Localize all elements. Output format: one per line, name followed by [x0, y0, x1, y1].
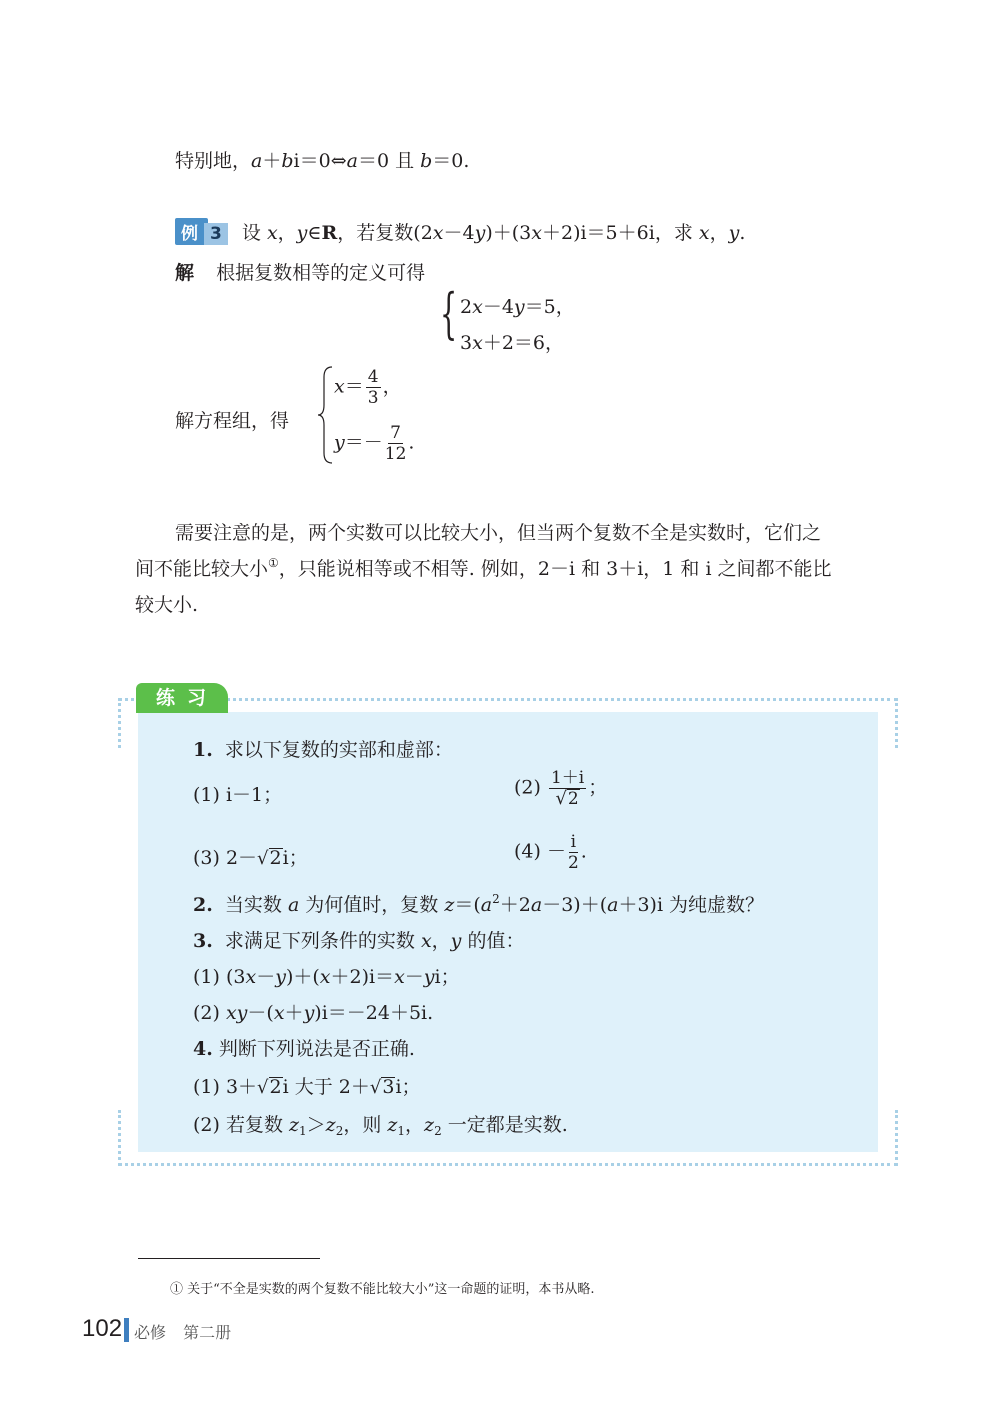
- text: ；: [588, 776, 608, 799]
- text: ＝5，: [524, 296, 575, 318]
- var: x: [394, 966, 405, 988]
- subscript: 1: [299, 1124, 307, 1138]
- footnote-marker[interactable]: ①: [268, 556, 279, 570]
- footer-book: [134, 1320, 231, 1343]
- denominator: [555, 789, 579, 809]
- text: (3) 2－: [193, 847, 258, 869]
- text: (2): [193, 1002, 226, 1024]
- solution-y: [334, 423, 414, 464]
- q1-part-3: [193, 843, 308, 870]
- text: 为何值时，复数: [299, 894, 445, 916]
- special-case-line: [175, 146, 469, 173]
- sqrt-icon: √: [369, 1077, 382, 1098]
- var: a: [287, 894, 300, 916]
- var: y: [450, 930, 462, 952]
- text: (1) (3: [193, 966, 246, 988]
- practice-q3: [193, 926, 524, 953]
- denominator: 12: [384, 444, 407, 464]
- question-number: 2.: [193, 894, 213, 916]
- solution-text: 根据复数相等的定义可得: [216, 262, 426, 284]
- example-tag: 例: [175, 218, 208, 245]
- q1-part-4: [514, 832, 587, 873]
- var-b: b: [420, 150, 433, 172]
- var: x: [319, 966, 331, 988]
- note-paragraph-line-2: [135, 554, 832, 581]
- text: －4: [443, 222, 475, 244]
- practice-frame-left-bottom: [118, 1110, 124, 1160]
- var: z: [444, 894, 455, 916]
- text: －4: [482, 296, 514, 318]
- text: ＋2)i＝5＋6i，求: [541, 222, 699, 244]
- set-R: R: [321, 222, 338, 244]
- var: y: [303, 1002, 315, 1024]
- example-3: [175, 218, 745, 245]
- text: (2): [514, 776, 541, 799]
- radicand: 3: [382, 1076, 395, 1098]
- text: 当实数: [224, 894, 288, 916]
- question-text: 判断下列说法是否正确.: [218, 1038, 415, 1060]
- brace: [316, 365, 336, 465]
- var: z: [325, 1114, 336, 1136]
- text: 设: [241, 222, 267, 244]
- footnote-rule: [138, 1258, 320, 1259]
- numerator: i: [570, 832, 577, 852]
- question-number: 1.: [193, 739, 213, 761]
- numerator: 7: [390, 423, 401, 443]
- note-paragraph-line-3: [135, 590, 198, 617]
- q3-part-1: [193, 962, 460, 989]
- denominator: 2: [567, 853, 579, 873]
- question-text: 求以下复数的实部和虚部：: [224, 739, 453, 761]
- var: y: [513, 296, 525, 318]
- q1-part-1: [193, 780, 282, 807]
- var: x: [334, 375, 345, 398]
- text: 间不能比较大小: [135, 558, 269, 580]
- q1-part-2: [514, 768, 607, 809]
- text: .: [739, 222, 746, 244]
- var: x: [245, 966, 257, 988]
- text: ，若复数(2: [337, 222, 433, 244]
- text: 求满足下列条件的实数: [224, 930, 421, 952]
- text: 的值：: [461, 930, 525, 952]
- book-title: 必修: [134, 1323, 167, 1342]
- text: 需要注意的是，两个实数可以比较大小，但当两个复数不全是实数时，它们之: [175, 522, 822, 544]
- text: －: [404, 966, 424, 988]
- var: y: [423, 966, 435, 988]
- text: .: [408, 431, 415, 454]
- text: 一定都是实数.: [441, 1114, 568, 1136]
- q3-part-2: [193, 998, 433, 1025]
- text: ，: [709, 222, 729, 244]
- text: i；: [395, 1076, 421, 1098]
- text: (4) －: [514, 840, 566, 863]
- text: ＋: [262, 150, 282, 172]
- text: －: [256, 966, 276, 988]
- numerator: 4: [367, 367, 379, 387]
- text: ＋2)i＝: [330, 966, 395, 988]
- footnote: ① 关于“不全是实数的两个复数不能比较大小”这一命题的证明，本书从略.: [170, 1282, 595, 1297]
- var: x: [472, 296, 483, 318]
- practice-q4: [193, 1034, 415, 1061]
- practice-frame-right-bottom: [895, 1110, 901, 1160]
- text: i 大于 2＋: [282, 1076, 370, 1098]
- exponent: 2: [492, 892, 500, 906]
- var: z: [424, 1114, 435, 1136]
- text: ，则: [343, 1114, 388, 1136]
- practice-frame-left-top: [118, 698, 124, 748]
- solve-text: [175, 406, 289, 433]
- system-line-1: [460, 292, 575, 319]
- volume-title: 第二册: [183, 1323, 232, 1342]
- var: x: [472, 332, 483, 354]
- text: ，: [382, 375, 402, 398]
- var: y: [275, 966, 286, 988]
- text: ，: [277, 222, 297, 244]
- text: )＋(: [285, 966, 320, 988]
- var: x: [531, 222, 542, 244]
- text: i；: [434, 966, 460, 988]
- text: ＋: [284, 1002, 304, 1024]
- question-number: 3.: [193, 930, 213, 952]
- subscript: 1: [397, 1124, 406, 1138]
- text: ＋3)i 为纯虚数？: [618, 894, 765, 916]
- text: ，: [405, 1114, 425, 1136]
- var-a: a: [251, 150, 263, 172]
- practice-frame-right-top: [895, 698, 901, 748]
- var: a: [530, 894, 543, 916]
- denominator: 3: [367, 388, 379, 408]
- var: y: [296, 222, 308, 244]
- text: ＋2: [499, 894, 531, 916]
- text: 较大小.: [135, 594, 199, 616]
- var-a: a: [346, 150, 358, 172]
- text: i；: [282, 847, 308, 869]
- practice-tab: 练习: [136, 683, 228, 713]
- var: xy: [225, 1002, 248, 1024]
- q4-part-2: [193, 1110, 568, 1138]
- text: .: [580, 840, 587, 863]
- text: ＝(: [454, 894, 481, 916]
- q4-part-1: [193, 1072, 421, 1099]
- var: x: [273, 1002, 285, 1024]
- solution-line: [175, 258, 425, 285]
- note-paragraph-line-1: [175, 518, 821, 545]
- text: ＝: [344, 375, 364, 398]
- var: x: [266, 222, 278, 244]
- practice-q2: [193, 890, 764, 917]
- text: )＋(3: [485, 222, 532, 244]
- text: ＞: [306, 1114, 326, 1136]
- solution-label: 解: [175, 262, 195, 284]
- text: －3)＋(: [542, 894, 608, 916]
- var: x: [698, 222, 710, 244]
- fraction: [366, 367, 381, 408]
- var: y: [728, 222, 740, 244]
- text: ＝0 且: [357, 150, 421, 172]
- text: ＝－: [344, 431, 383, 454]
- fraction: [385, 423, 407, 464]
- text: (2) 若复数: [193, 1114, 289, 1136]
- page-number: 102: [82, 1315, 123, 1342]
- var-b: b: [281, 150, 294, 172]
- var: x: [432, 222, 444, 244]
- text: (1) 3＋: [193, 1076, 258, 1098]
- var: x: [420, 930, 432, 952]
- fraction: [568, 832, 579, 873]
- var: y: [334, 431, 345, 454]
- var: a: [607, 894, 619, 916]
- footer-bar: [124, 1318, 129, 1342]
- system-line-2: [460, 328, 564, 355]
- var: y: [474, 222, 486, 244]
- text: i＝0⇔: [293, 150, 347, 172]
- radicand: 2: [269, 847, 282, 869]
- example-number: 3: [204, 223, 228, 245]
- text: 特别地，: [175, 150, 252, 172]
- text: 3: [460, 332, 473, 354]
- sqrt-icon: √: [257, 848, 269, 869]
- radicand: 2: [567, 789, 579, 809]
- text: ，: [431, 930, 451, 952]
- practice-q1: [193, 735, 453, 762]
- text: ＝0.: [432, 150, 470, 172]
- text: 解方程组，得: [175, 410, 290, 432]
- var: z: [387, 1114, 398, 1136]
- text: 2: [460, 296, 473, 318]
- brace: {: [440, 282, 458, 345]
- text: ＋2＝6，: [482, 332, 564, 354]
- radicand: 2: [269, 1076, 282, 1098]
- text: )i＝－24＋5i.: [314, 1002, 434, 1024]
- subscript: 2: [434, 1124, 442, 1138]
- text: －(: [247, 1002, 274, 1024]
- subscript: 2: [335, 1124, 344, 1138]
- question-number: 4.: [193, 1038, 213, 1060]
- text: ∈: [307, 222, 322, 244]
- fraction: [549, 768, 586, 809]
- numerator: 1＋i: [550, 768, 585, 788]
- var: a: [480, 894, 493, 916]
- var: z: [289, 1114, 300, 1136]
- sqrt-icon: √: [257, 1077, 269, 1098]
- text: (1) i－1；: [193, 784, 283, 806]
- sqrt-icon: √: [555, 788, 567, 809]
- solution-x: [334, 367, 402, 408]
- text: ，只能说相等或不相等. 例如，2－i 和 3＋i，1 和 i 之间都不能比: [278, 558, 832, 580]
